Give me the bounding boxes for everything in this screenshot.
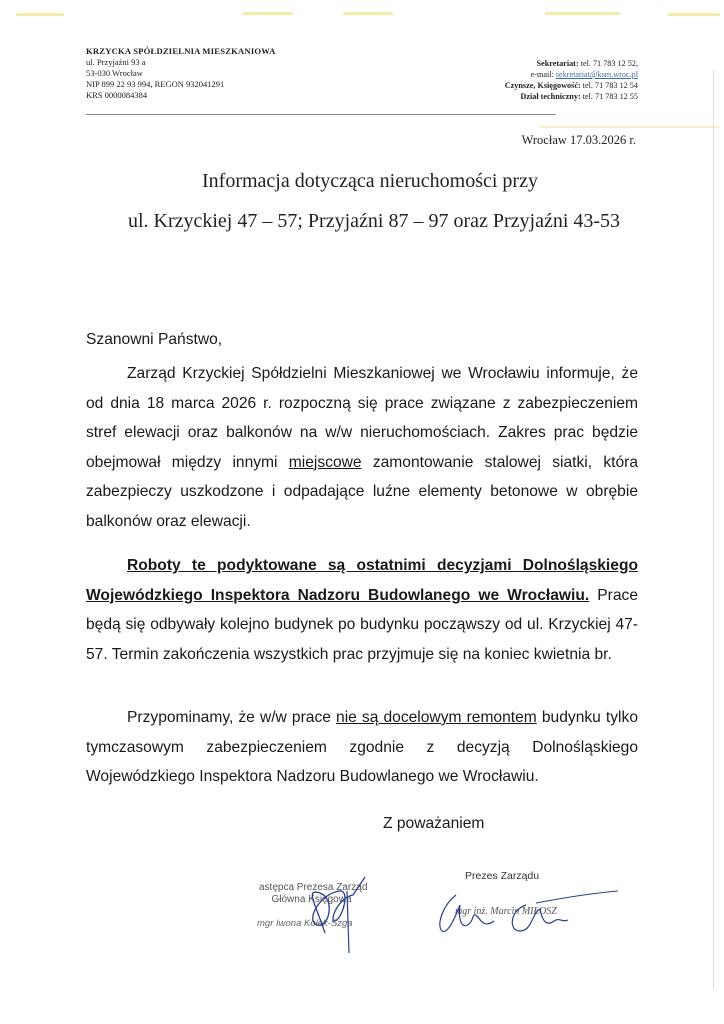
contact-value: tel. 71 783 12 55 [580,92,638,101]
paragraph-text: zamontowanie stalowej siatki, która zabezpieczy uszkodzone i odpadające luźne elementy betonowe w obrębie balkonów oraz elewacji. [86,453,638,530]
paragraph-1 [86,359,638,536]
signature-block-left [225,873,395,953]
underlined-text: miejscowe [288,453,362,471]
contact-value: tel. 71 783 12 54 [580,81,638,90]
address-city: 53-030 Wrocław [86,68,143,78]
email-link[interactable]: sekretariat@ksm.wroc.pl [555,70,638,79]
signatory-role: astępca Prezesa Zarząd [259,882,368,893]
underlined-text: nie są docelowym remontem [336,709,537,726]
paragraph-text: budynku tylko tymczasowym zabezpieczeniem zgodnie z decyzją Dolnośląskiego Wojewódzkiego Inspektora Nadzoru Budowlanego we Wrocławiu. [86,709,638,785]
scan-highlight-mark [343,12,393,15]
contact-label: e-mail: [530,70,556,79]
krs-number: KRS 0000084384 [86,90,148,100]
signatory-name: mgr inż. Marcin MIŁOSZ [455,906,557,917]
handwritten-signature-icon [428,865,628,955]
contact-label: Czynsze, Księgowość: [504,81,581,90]
greeting: Szanowni Państwo, [86,331,223,348]
paragraph-text: Prace będą się odbywały kolejno budynek po budynku począwszy od ul. Krzyckiej 47-57. Termin zakończenia wszystkich prac przyjmuje się na koniec kwietnia br. [86,586,638,663]
address-street: ul. Przyjaźni 93 a [86,57,146,67]
paragraph-text: Zarząd Krzyckiej Spółdzielni Mieszkaniowej we Wrocławiu informuje, że od dnia 18 marca 2026 r. rozpoczną się prace związane z zabezpieczeniem stref elewacji oraz balkonów na w/w nieruchomościach. Zakres prac będzie obejmował między innymi [86,365,638,471]
letterhead-left [86,46,276,101]
contact-email [505,69,638,80]
signatory-name: mgr Iwona Kołek-Szga [257,918,353,929]
contact-rent [505,80,638,91]
handwritten-signature-icon [225,873,395,953]
signatory-role-2: Główna Księgowa [271,894,352,905]
contact-technical [505,91,638,102]
scan-highlight-mark [16,13,64,16]
organization-name: KRZYCKA SPÓŁDZIELNIA MIESZKANIOWA [86,46,276,56]
letterhead-divider [86,114,556,115]
scan-highlight-mark [540,126,720,128]
scan-edge-line [713,70,714,990]
signatory-role: Prezes Zarządu [465,870,540,882]
closing-salutation: Z poważaniem [383,815,485,832]
document-title-line2: ul. Krzyckiej 47 – 57; Przyjaźni 87 – 97 oraz Przyjaźni 43-53 [127,210,621,232]
letter-date: Wrocław 17.03.2026 r. [521,133,636,147]
scan-highlight-mark [545,12,620,15]
paragraph-2 [86,551,638,669]
contact-value: tel. 71 783 12 52, [578,59,638,68]
document-title-line1: Informacja dotycząca nieruchomości przy [202,170,538,192]
scan-highlight-mark [668,13,720,16]
signature-block-right [428,865,628,955]
bold-underlined-text: Roboty te podyktowane są ostatnimi decyzjami Dolnośląskiego Wojewódzkiego Inspektora Nadzoru Budowlanego we Wrocławiu. [86,557,638,604]
paragraph-3 [86,703,638,792]
tax-ids: NIP 899 22 93 994, REGON 932041291 [86,79,225,89]
contact-secretariat [505,58,638,69]
contact-label: Dział techniczny: [520,92,581,101]
paragraph-text: Przypominamy, że w/w prace [127,709,337,726]
letterhead-contacts [505,58,638,102]
contact-label: Sekretariat: [536,59,579,68]
scan-highlight-mark [243,12,293,15]
